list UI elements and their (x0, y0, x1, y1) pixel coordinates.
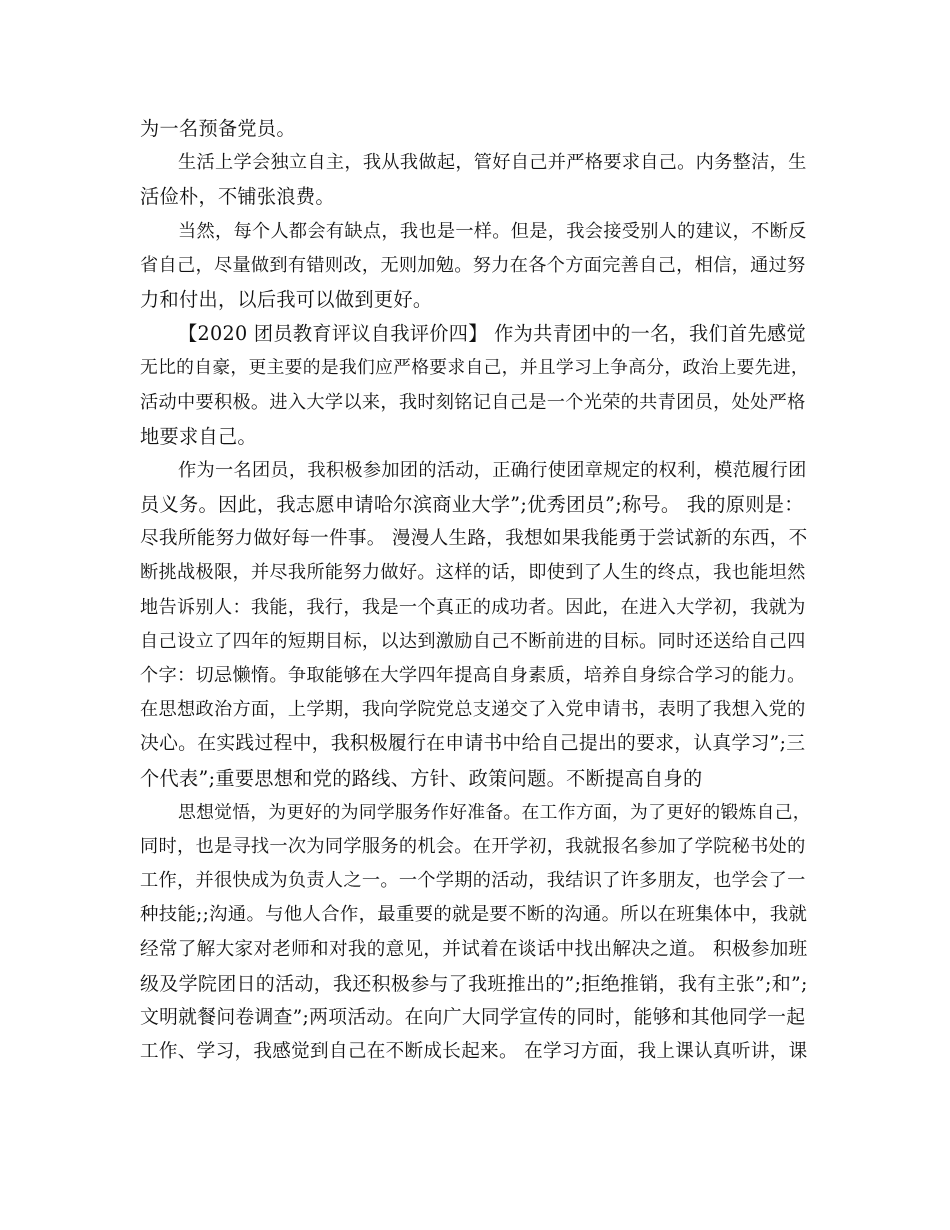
text-line: 【2020 团员教育评议自我评价四】 作为共青团中的一名，我们首先感觉 (178, 322, 806, 346)
text-line: 工作，并很快成为负责人之一。一个学期的活动，我结识了许多朋友，也学会了一 (140, 870, 806, 892)
text-line: 级及学院团日的活动，我还积极参与了我班推出的”;拒绝推销，我有主张”;和”; (140, 972, 808, 995)
text-line: 个代表”;重要思想和党的路线、方针、政策问题。不断提高自身的 (140, 766, 703, 790)
text-line: 断挑战极限，并尽我所能努力做好。这样的话，即使到了人生的终点，我也能坦然 (140, 562, 806, 584)
text-line: 活俭朴，不铺张浪费。 (140, 185, 335, 209)
body-text (140, 112, 812, 1069)
text-line: 活动中要积极。进入大学以来，我时刻铭记自己是一个光荣的共青团员，处处严格 (140, 391, 806, 413)
text-line: 力和付出，以后我可以做到更好。 (140, 287, 433, 311)
text-line: 个字：切忌懒惰。争取能够在大学四年提高自身素质，培养自身综合学习的能力。 (140, 665, 806, 686)
text-line: 尽我所能努力做好每一件事。 漫漫人生路，我想如果我能勇于尝试新的东西，不 (140, 528, 808, 550)
text-line: 地告诉别人：我能，我行，我是一个真正的成功者。因此，在进入大学初，我就为 (140, 596, 806, 618)
text-line: 省自己，尽量做到有错则改，无则加勉。努力在各个方面完善自己，相信，通过努 (140, 254, 806, 276)
text-line: 决心。在实践过程中，我积极履行在申请书中给自己提出的要求，认真学习”;三 (140, 733, 806, 755)
text-line: 无比的自豪，更主要的是我们应严格要求自己，并且学习上争高分，政治上要先进， (140, 357, 810, 379)
text-line: 同时，也是寻找一次为同学服务的机会。在开学初，我就报名参加了学院秘书处的 (140, 835, 806, 857)
text-line: 工作、学习，我感觉到自己在不断成长起来。 在学习方面，我上课认真听讲，课 (140, 1041, 808, 1063)
text-line: 当然，每个人都会有缺点，我也是一样。但是，我会接受别人的建议，不断反 (178, 220, 807, 242)
text-line: 地要求自己。 (140, 424, 257, 448)
text-line: 种技能;;沟通。与他人合作，最重要的就是要不断的沟通。所以在班集体中，我就 (140, 904, 808, 926)
text-line: 员义务。因此，我志愿申请哈尔滨商业大学”;优秀团员”;称号。 我的原则是： (140, 493, 804, 517)
text-line: 生活上学会独立自主，我从我做起，管好自己并严格要求自己。内务整洁，生 (178, 152, 807, 174)
text-line: 在思想政治方面，上学期，我向学院党总支递交了入党申请书，表明了我想入党的 (140, 699, 806, 721)
text-line: 作为一名团员，我积极参加团的活动，正确行使团章规定的权利，模范履行团 (178, 459, 807, 481)
text-line: 思想觉悟，为更好的为同学服务作好准备。在工作方面，为了更好的锻炼自己， (178, 801, 811, 823)
text-line: 为一名预备党员。 (140, 117, 296, 140)
text-line: 经常了解大家对老师和对我的意见，并试着在谈话中找出解决之道。 积极参加班 (140, 938, 808, 960)
text-line: 文明就餐问卷调查”;两项活动。在向广大同学宣传的同时，能够和其他同学一起 (140, 1006, 806, 1028)
text-line: 自己设立了四年的短期目标，以达到激励自己不断前进的目标。同时还送给自己四 (140, 630, 806, 652)
